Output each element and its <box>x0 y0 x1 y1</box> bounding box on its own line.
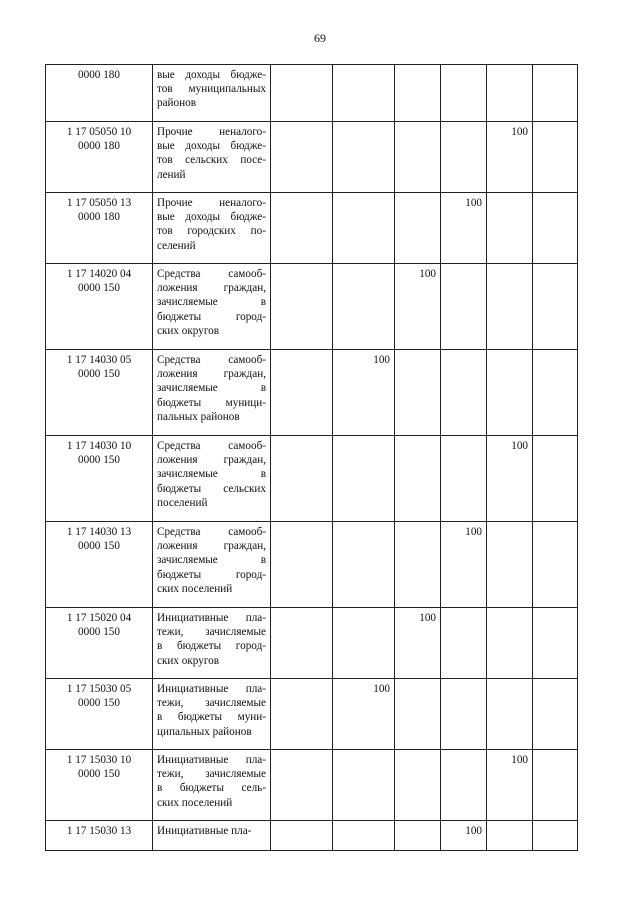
norm-value-cell <box>333 193 395 264</box>
norm-value-cell <box>395 193 441 264</box>
table-row <box>46 264 578 350</box>
revenue-name-line: ских поселений <box>157 582 233 595</box>
revenue-name-cell <box>153 821 271 851</box>
norm-value-cell <box>533 608 578 679</box>
revenue-name-cell <box>153 522 271 608</box>
revenue-name-cell <box>153 193 271 264</box>
budget-code-cell <box>46 522 153 608</box>
budget-code-cell <box>46 264 153 350</box>
revenue-name-line: Средства самооб- <box>157 440 266 452</box>
norm-value-cell <box>333 608 395 679</box>
norm-value-cell <box>533 122 578 193</box>
revenue-name-line: зачисляемые в <box>157 468 266 481</box>
revenue-name-cell <box>153 679 271 750</box>
table-row <box>46 193 578 264</box>
norm-value-cell: 100 <box>441 821 487 851</box>
norm-value-cell <box>271 122 333 193</box>
norm-value-cell <box>395 122 441 193</box>
revenue-name-line: лений <box>157 168 186 181</box>
budget-code-line: 0000 150 <box>78 697 120 710</box>
norm-value-cell <box>441 679 487 750</box>
revenue-name-line: в бюджеты город- <box>157 640 266 653</box>
norm-value-cell <box>395 522 441 608</box>
budget-code-cell <box>46 679 153 750</box>
norm-value-cell <box>333 436 395 522</box>
norm-value-cell <box>533 522 578 608</box>
norm-value-cell <box>487 522 533 608</box>
norm-value-cell <box>487 264 533 350</box>
revenue-name-line: Инициативные пла- <box>157 825 252 837</box>
norm-value-cell <box>271 821 333 851</box>
revenue-name-line: Прочие неналого- <box>157 197 266 209</box>
revenue-name-line: в бюджеты сель- <box>157 782 266 795</box>
revenue-name-cell <box>153 122 271 193</box>
budget-code-line: 0000 180 <box>78 140 120 153</box>
revenue-name-line: Средства самооб- <box>157 354 266 366</box>
revenue-name-line: тов сельских посе- <box>157 154 266 167</box>
revenue-name-line: тежи, зачисляемые <box>157 768 266 781</box>
norm-value-cell <box>533 679 578 750</box>
revenue-name-line: зачисляемые в <box>157 554 266 567</box>
norm-value-cell <box>533 436 578 522</box>
table-row <box>46 821 578 851</box>
revenue-name-cell <box>153 264 271 350</box>
norm-value-cell <box>487 193 533 264</box>
norm-value-cell: 100 <box>487 750 533 821</box>
budget-code-line: 0000 150 <box>78 282 120 295</box>
norm-value-cell <box>333 522 395 608</box>
revenue-name-line: тов муниципальных <box>157 83 266 96</box>
revenue-name-line: ципальных районов <box>157 725 252 738</box>
norm-value-cell: 100 <box>487 436 533 522</box>
table-row <box>46 350 578 436</box>
budget-code-cell <box>46 122 153 193</box>
norm-value-cell <box>441 350 487 436</box>
norm-value-cell: 100 <box>333 679 395 750</box>
table-row <box>46 522 578 608</box>
norm-value-cell <box>395 350 441 436</box>
revenue-name-cell <box>153 750 271 821</box>
revenue-name-line: в бюджеты муни- <box>157 711 266 724</box>
revenue-name-line: Инициативные пла- <box>157 612 266 624</box>
table-row <box>46 679 578 750</box>
budget-code-line: 1 17 15030 13 <box>66 825 132 837</box>
norm-value-cell: 100 <box>395 264 441 350</box>
norm-value-cell <box>333 65 395 122</box>
norm-value-cell <box>441 264 487 350</box>
norm-value-cell <box>533 65 578 122</box>
budget-code-cell <box>46 750 153 821</box>
revenue-name-line: тов городских по- <box>157 225 266 238</box>
budget-code-cell <box>46 193 153 264</box>
norm-value-cell <box>271 350 333 436</box>
revenue-name-line: ских округов <box>157 654 220 667</box>
norm-value-cell <box>333 750 395 821</box>
revenue-name-line: зачисляемые в <box>157 382 266 395</box>
norm-value-cell <box>395 821 441 851</box>
norm-value-cell <box>487 608 533 679</box>
revenue-name-line: ложения граждан, <box>157 368 266 381</box>
norm-value-cell <box>271 608 333 679</box>
norm-value-cell <box>441 608 487 679</box>
budget-code-line: 1 17 05050 10 <box>66 126 132 138</box>
norm-value-cell <box>441 436 487 522</box>
budget-code-cell <box>46 65 153 122</box>
norm-value-cell <box>487 821 533 851</box>
budget-revenue-table <box>45 64 578 851</box>
revenue-name-line: зачисляемые в <box>157 296 266 309</box>
budget-code-line: 0000 150 <box>78 626 120 639</box>
norm-value-cell <box>441 750 487 821</box>
norm-value-cell <box>271 264 333 350</box>
budget-code-cell <box>46 350 153 436</box>
norm-value-cell <box>487 350 533 436</box>
budget-code-line: 1 17 15030 10 <box>66 754 132 766</box>
table-row <box>46 436 578 522</box>
revenue-name-line: ложения граждан, <box>157 282 266 295</box>
revenue-name-line: бюджеты город- <box>157 310 266 323</box>
table-row <box>46 608 578 679</box>
budget-code-line: 1 17 05050 13 <box>66 197 132 209</box>
revenue-name-line: тежи, зачисляемые <box>157 626 266 639</box>
revenue-name-line: бюджеты сельских <box>157 482 266 495</box>
revenue-name-line: селений <box>157 239 196 252</box>
revenue-name-line: Инициативные пла- <box>157 683 266 695</box>
budget-code-line: 1 17 14030 05 <box>66 354 132 366</box>
norm-value-cell <box>333 821 395 851</box>
norm-value-cell: 100 <box>441 522 487 608</box>
norm-value-cell: 100 <box>333 350 395 436</box>
budget-code-cell <box>46 608 153 679</box>
budget-code-line: 0000 150 <box>78 454 120 467</box>
revenue-name-line: вые доходы бюдже- <box>157 69 266 81</box>
revenue-name-cell <box>153 65 271 122</box>
revenue-name-line: пальных районов <box>157 410 240 423</box>
revenue-name-cell <box>153 350 271 436</box>
norm-value-cell <box>271 193 333 264</box>
revenue-name-line: ложения граждан, <box>157 540 266 553</box>
revenue-name-line: тежи, зачисляемые <box>157 697 266 710</box>
norm-value-cell <box>395 65 441 122</box>
norm-value-cell <box>487 679 533 750</box>
revenue-name-line: бюджеты муници- <box>157 396 266 409</box>
revenue-name-line: Инициативные пла- <box>157 754 266 766</box>
norm-value-cell: 100 <box>395 608 441 679</box>
norm-value-cell <box>533 750 578 821</box>
revenue-name-line: ских округов <box>157 324 220 337</box>
revenue-name-line: ложения граждан, <box>157 454 266 467</box>
norm-value-cell <box>533 264 578 350</box>
budget-code-line: 0000 150 <box>78 540 120 553</box>
norm-value-cell <box>271 65 333 122</box>
budget-code-line: 1 17 14020 04 <box>66 268 132 280</box>
budget-code-line: 0000 150 <box>78 768 120 781</box>
budget-code-line: 0000 180 <box>78 69 120 81</box>
table-row <box>46 65 578 122</box>
revenue-name-line: вые доходы бюдже- <box>157 140 266 153</box>
revenue-name-line: бюджеты город- <box>157 568 266 581</box>
budget-code-line: 0000 180 <box>78 211 120 224</box>
revenue-name-line: вые доходы бюдже- <box>157 211 266 224</box>
budget-code-line: 1 17 14030 10 <box>66 440 132 452</box>
revenue-name-line: Прочие неналого- <box>157 126 266 138</box>
norm-value-cell: 100 <box>441 193 487 264</box>
norm-value-cell <box>395 750 441 821</box>
norm-value-cell <box>533 350 578 436</box>
revenue-name-cell <box>153 436 271 522</box>
norm-value-cell <box>271 436 333 522</box>
norm-value-cell: 100 <box>487 122 533 193</box>
norm-value-cell <box>533 193 578 264</box>
norm-value-cell <box>395 679 441 750</box>
table-row <box>46 750 578 821</box>
norm-value-cell <box>487 65 533 122</box>
budget-code-line: 0000 150 <box>78 368 120 381</box>
revenue-name-line: Средства самооб- <box>157 526 266 538</box>
norm-value-cell <box>333 264 395 350</box>
budget-code-cell <box>46 821 153 851</box>
budget-code-line: 1 17 14030 13 <box>66 526 132 538</box>
norm-value-cell <box>333 122 395 193</box>
norm-value-cell <box>441 65 487 122</box>
norm-value-cell <box>395 436 441 522</box>
budget-code-line: 1 17 15030 05 <box>66 683 132 695</box>
revenue-name-line: Средства самооб- <box>157 268 266 280</box>
norm-value-cell <box>533 821 578 851</box>
revenue-name-line: районов <box>157 97 197 110</box>
budget-code-line: 1 17 15020 04 <box>66 612 132 624</box>
revenue-name-cell <box>153 608 271 679</box>
norm-value-cell <box>271 750 333 821</box>
page-number: 69 <box>314 31 326 45</box>
table-row <box>46 122 578 193</box>
norm-value-cell <box>441 122 487 193</box>
budget-code-cell <box>46 436 153 522</box>
norm-value-cell <box>271 522 333 608</box>
norm-value-cell <box>271 679 333 750</box>
revenue-name-line: ских поселений <box>157 796 233 809</box>
revenue-name-line: поселений <box>157 496 208 509</box>
